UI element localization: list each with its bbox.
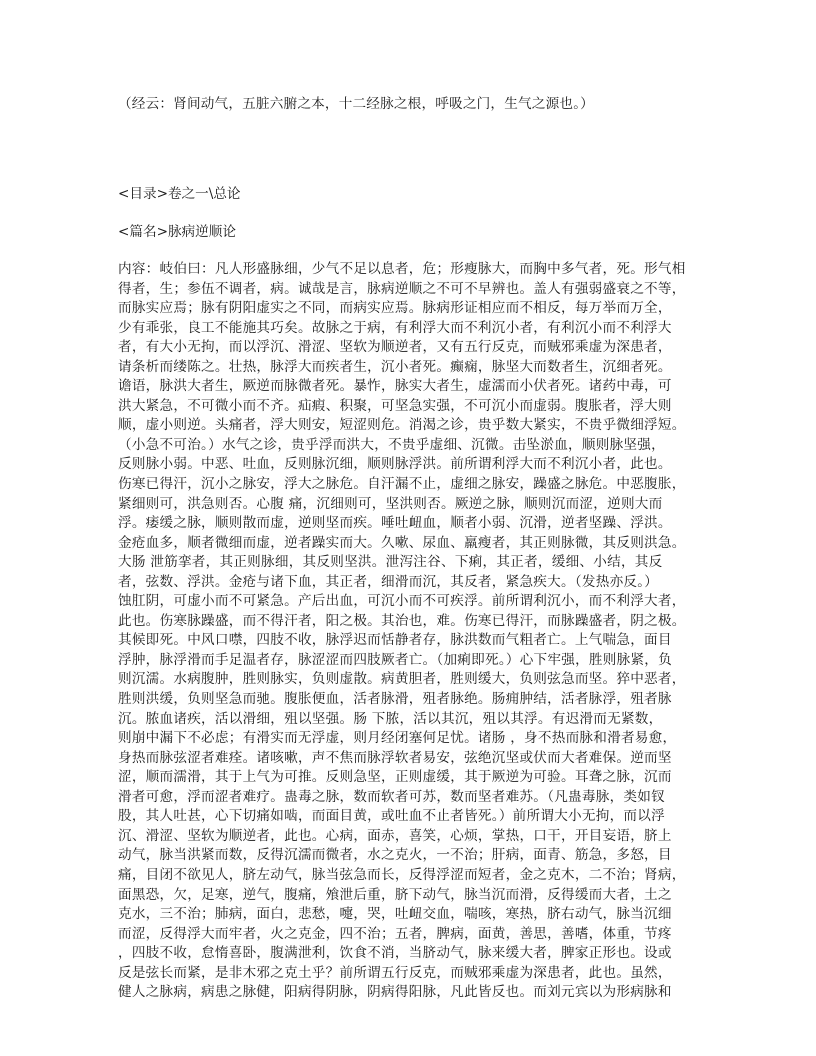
content-line: 反是弦长而紧，是非木邪之克土乎？前所谓五行反克，而贼邪乘虚为深患者，此也。虽然，	[118, 964, 672, 981]
content-line: 洪大紧急，不可微小而不齐。疝瘕、积聚，可坚急实强，不可沉小而虚弱。腹胀者，浮大则	[118, 397, 672, 414]
content-line: 伤寒已得汗，沉小之脉安，浮大之脉危。自汗漏不止，虚细之脉安，躁盛之脉危。中恶腹胀，	[118, 476, 686, 493]
content-line: 则沉濡。水病腹肿，胜则脉实，负则虚散。病黄胆者，胜则缓大，负则弦急而坚。猝中恶者，	[118, 671, 686, 688]
content-line: 谵语，脉洪大者生，厥逆而脉微者死。暴怍，脉实大者生，虚濡而小伏者死。诸药中毒，可	[118, 378, 672, 395]
content-line: 此也。伤寒脉躁盛，而不得汗者，阳之极。其治也，难。伤寒已得汗，而脉躁盛者，阴之极。	[118, 612, 686, 629]
content-line: 则崩中漏下不必虑；有滑实而无浮虚，则月经闭塞何足忧。诸肠 ，身不热而脉和滑者易愈，	[118, 730, 677, 747]
content-line: 得者，生；参伍不调者，病。诚哉是言，脉病逆顺之不可不早辨也。盖人有强弱盛衰之不等，	[118, 280, 686, 297]
classic-quote-note: （经云：肾间动气，五脏六腑之本，十二经脉之根，呼吸之门，生气之源也。）	[118, 96, 594, 112]
content-body	[118, 260, 718, 1003]
content-line: 少有乖张，良工不能施其巧矣。故脉之于病，有利浮大而不利沉小者，有利沉小而不利浮大	[118, 319, 672, 336]
content-line: 反则脉小弱。中恶、吐血，反则脉沉细，顺则脉浮洪。前所谓利浮大而不利沉小者，此也。	[118, 456, 672, 473]
content-line: 者，弦数、浮洪。金疮与诸下血，其正者，细滑而沉，其反者，紧急疾大。（发热亦反。）	[118, 573, 659, 590]
content-line: 紧细则可，洪急则否。心腹 痛，沉细则可，坚洪则否。厥逆之脉，顺则沉而涩，逆则大而	[118, 495, 663, 512]
chapter-title: <篇名>脉病逆顺论	[118, 224, 236, 240]
content-line: 内容：岐伯曰：凡人形盛脉细，少气不足以息者，危；形瘦脉大，而胸中多气者，死。形气相	[118, 261, 686, 277]
content-line: 顺，虚小则逆。头痛者，浮大则安，短涩则危。消渴之诊，贵乎数大紧实，不贵乎微细浮短。	[118, 417, 686, 434]
content-line: 身热而脉弦涩者难痊。诸咳嗽，声不焦而脉浮软者易安，弦绝沉坚或伏而大者难保。逆而坚	[118, 749, 672, 766]
content-line: 克水，三不治；肺病，面白，悲愁，嚏，哭，吐衄交血，喘咳，寒热，脐右动气，脉当沉细	[118, 906, 672, 923]
content-line: 浮。痿缓之脉，顺则散而虚，逆则坚而疾。唾吐衄血，顺者小弱、沉滑，逆者坚躁、浮洪。	[118, 515, 672, 532]
content-line: 健人之脉病，病患之脉健，阳病得阴脉，阴病得阳脉，凡此皆反也。而刘元宾以为形病脉和	[118, 984, 672, 1001]
content-line: 面黑恐，欠，足寒，逆气，腹痛，飧泄后重，脐下动气，脉当沉而滑，反得缓而大者，土之	[118, 886, 672, 903]
content-line: 蚀肛阴，可虚小而不可紧急。产后出血，可沉小而不可疾浮。前所谓利沉小，而不利浮大者，	[118, 593, 686, 610]
content-line: 涩，顺而濡滑，其于上气为可推。反则急坚，正则虚缓，其于厥逆为可验。耳聋之脉，沉而	[118, 769, 672, 786]
content-line: 痛，目闭不欲见人，脐左动气，脉当弦急而长，反得浮涩而短者，金之克木，二不治；肾病，	[118, 866, 686, 883]
content-line: （小急不可治。）水气之诊，贵乎浮而洪大，不贵乎虚细、沉微。击坠淤血，顺则脉坚强，	[118, 436, 665, 453]
content-line: 动气，脉当洪紧而数，反得沉濡而微者，水之克火，一不治；肝病，面青、筋急，多怒，目	[118, 847, 672, 864]
content-line: 而脉实应焉；脉有阴阳虚实之不同，而病实应焉。脉病形证相应而不相反，每万举而万全，	[118, 300, 672, 317]
content-line: 浮肿，脉浮滑而手足温者存，脉涩涩而四肢厥者亡。（加痢即死。）心下牢强，胜则脉紧，负	[118, 651, 672, 668]
content-line: 胜则洪缓，负则坚急而驰。腹胀便血，活者脉滑，殂者脉绝。肠痈肿结，活者脉浮，殂者脉	[118, 691, 672, 708]
content-line: 沉、滑涩、坚软为顺逆者，此也。心病，面赤，喜笑，心烦，掌热，口干，开目妄语，脐上	[118, 827, 672, 844]
content-line: 滑者可愈，浮而涩者难疗。蛊毒之脉，数而软者可苏，数而坚者难苏。（凡蛊毒脉，类如钗	[118, 788, 665, 805]
content-line: 其候即死。中风口噤，四肢不收，脉浮迟而恬静者存，脉洪数而气粗者亡。上气喘急，面目	[118, 632, 672, 649]
content-line: ，四肢不收，怠惰喜卧，腹满泄利，饮食不消，当脐动气，脉来缓大者，脾家正形也。设或	[118, 945, 672, 962]
content-line: 沉。脓血诸疾，活以滑细，殂以坚强。肠 下脓，活以其沉，殂以其浮。有迟滑而无紧数，	[118, 710, 663, 727]
content-line: 者，有大小无拘，而以浮沉、滑涩、坚软为顺逆者，又有五行反克，而贼邪乘虚为深患者，	[118, 339, 672, 356]
content-line: 股，其人吐甚，心下切痛如啮，而面目黄，或吐血不止者皆死。）前所谓大小无拘，而以浮	[118, 808, 665, 825]
content-line: 而涩，反得浮大而牢者，火之克金，四不治；五者，脾病，面黄，善思，善嗜，体重，节疼	[118, 925, 672, 942]
content-line: 大肠 泄筋挛者，其正则脉细，其反则坚洪。泄泻注谷、下痢，其正者，缓细、小结，其反	[118, 554, 663, 571]
content-line: 请条析而缕陈之。壮热，脉浮大而疾者生，沉小者死。癫痫，脉坚大而数者生，沉细者死。	[118, 358, 672, 375]
table-of-contents-label: <目录>卷之一\总论	[118, 186, 241, 202]
content-line: 金疮血多，顺者微细而虚，逆者躁实而大。久嗽、尿血、羸瘦者，其正则脉微，其反则洪急。	[118, 534, 686, 551]
